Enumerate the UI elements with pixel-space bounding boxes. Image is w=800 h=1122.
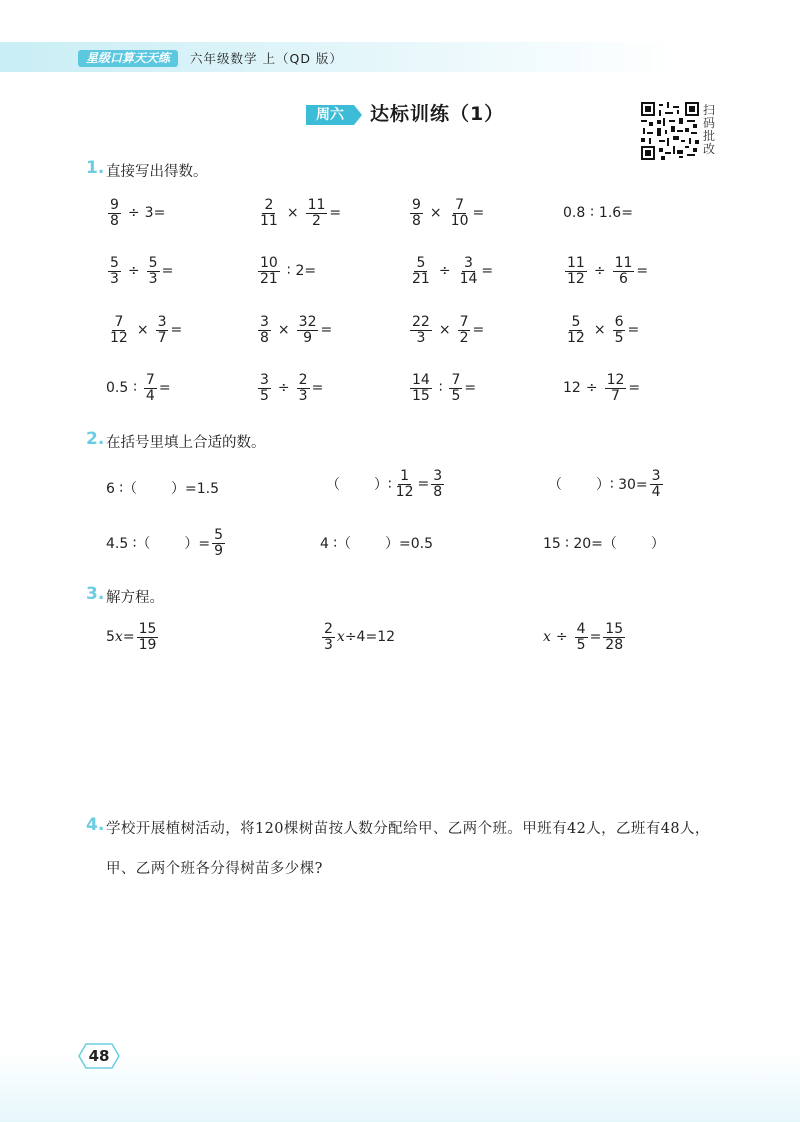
equals-sign: = bbox=[170, 322, 183, 338]
numerator: 5 bbox=[148, 254, 158, 271]
equals-sign: = bbox=[161, 263, 174, 279]
numerator: 3 bbox=[651, 467, 661, 484]
q3-equation-1 bbox=[106, 619, 160, 655]
variable-x: x bbox=[543, 629, 551, 645]
numerator: 7 bbox=[114, 313, 124, 330]
fraction bbox=[449, 198, 471, 229]
fraction bbox=[108, 198, 121, 229]
operator: ÷ bbox=[585, 380, 598, 396]
q2-item-5-right: ）=0.5 bbox=[385, 536, 434, 552]
q1-item bbox=[408, 370, 476, 406]
numerator: 3 bbox=[260, 371, 269, 388]
number: 2 bbox=[295, 263, 305, 279]
operator: × bbox=[277, 322, 290, 338]
q1-item bbox=[563, 312, 639, 348]
equals-sign: = bbox=[589, 629, 602, 645]
denominator: 8 bbox=[110, 212, 119, 229]
q1-item bbox=[256, 195, 341, 231]
q2-item-4-left: 4.5 ∶（ bbox=[106, 536, 151, 552]
denominator: 3 bbox=[416, 329, 426, 346]
fraction bbox=[575, 622, 588, 653]
q2-item-3-ratio: ）∶ 30= bbox=[596, 477, 648, 493]
q2-item-1 bbox=[106, 473, 219, 503]
q2-item-5-left: 4 ∶（ bbox=[320, 536, 352, 552]
number: 12 bbox=[563, 380, 581, 396]
q1-item bbox=[106, 253, 173, 289]
fraction bbox=[449, 373, 462, 404]
page-number: 48 bbox=[88, 1047, 110, 1065]
equals-sign: = bbox=[329, 205, 342, 221]
numerator: 1 bbox=[400, 467, 410, 484]
numerator: 3 bbox=[433, 467, 443, 484]
q1-item bbox=[563, 195, 633, 231]
q1-item bbox=[256, 312, 332, 348]
numerator: 5 bbox=[110, 254, 119, 271]
q1-item bbox=[563, 370, 640, 406]
q2-item-2-open: （ bbox=[326, 477, 340, 493]
numerator: 5 bbox=[416, 254, 426, 271]
equals-sign: = bbox=[464, 380, 477, 396]
fraction bbox=[458, 315, 471, 346]
denominator: 9 bbox=[214, 542, 224, 559]
fraction bbox=[565, 315, 587, 346]
fraction bbox=[613, 256, 635, 287]
equation-rest: ÷4=12 bbox=[344, 629, 396, 645]
number: 0.5 bbox=[106, 380, 129, 396]
q3-number: 3. bbox=[86, 584, 105, 604]
operator: ∶ bbox=[286, 263, 291, 279]
q1-item bbox=[106, 370, 171, 406]
q2-item-6-right: ） bbox=[650, 536, 665, 552]
q2-item-4-right: ）= bbox=[184, 536, 211, 552]
denominator: 21 bbox=[412, 270, 430, 287]
denominator: 12 bbox=[395, 483, 414, 500]
q2-item-2 bbox=[326, 466, 446, 502]
operator: ÷ bbox=[438, 263, 451, 279]
day-badge-arrow bbox=[354, 105, 362, 125]
operator: ÷ bbox=[593, 263, 606, 279]
numerator: 32 bbox=[298, 313, 317, 330]
numerator: 14 bbox=[412, 371, 430, 388]
operator: × bbox=[136, 322, 149, 338]
denominator: 2 bbox=[312, 212, 321, 229]
numerator: 2 bbox=[298, 371, 308, 388]
numerator: 11 bbox=[307, 196, 326, 213]
numerator: 7 bbox=[455, 196, 465, 213]
denominator: 7 bbox=[157, 329, 167, 346]
fraction bbox=[431, 469, 444, 500]
denominator: 10 bbox=[450, 212, 469, 229]
equals-sign: = bbox=[320, 322, 333, 338]
numerator: 2 bbox=[324, 620, 333, 637]
fraction bbox=[605, 373, 627, 404]
fraction bbox=[108, 315, 130, 346]
q1-item bbox=[563, 253, 648, 289]
q3-instruction: 解方程。 bbox=[106, 590, 164, 606]
q2-item-5 bbox=[320, 528, 433, 558]
equals-sign: = bbox=[636, 263, 649, 279]
equals-sign: = bbox=[621, 205, 633, 221]
denominator: 14 bbox=[459, 270, 478, 287]
denominator: 12 bbox=[110, 329, 128, 346]
operator: ∶ bbox=[438, 380, 443, 396]
denominator: 5 bbox=[260, 387, 269, 404]
denominator: 9 bbox=[303, 329, 313, 346]
equals-sign: = bbox=[304, 263, 317, 279]
q3-equation-3 bbox=[543, 619, 627, 655]
q2-item-1-left: 6 ∶（ bbox=[106, 481, 138, 497]
numerator: 15 bbox=[605, 620, 624, 637]
q2-item-6-left: 15 ∶ 20=（ bbox=[543, 536, 617, 552]
numerator: 11 bbox=[614, 254, 633, 271]
fraction bbox=[108, 256, 121, 287]
denominator: 8 bbox=[412, 212, 421, 229]
number: 1.6 bbox=[598, 205, 622, 221]
numerator: 3 bbox=[157, 313, 167, 330]
numerator: 4 bbox=[576, 620, 586, 637]
q2-item-6 bbox=[543, 528, 665, 558]
denominator: 7 bbox=[611, 387, 620, 404]
denominator: 2 bbox=[459, 329, 469, 346]
q2-number: 2. bbox=[86, 429, 105, 449]
numerator: 2 bbox=[264, 196, 274, 213]
fraction bbox=[410, 373, 432, 404]
denominator: 3 bbox=[324, 636, 333, 653]
denominator: 11 bbox=[260, 212, 278, 229]
q4-text-line-1: 学校开展植树活动，将120棵树苗按人数分配给甲、乙两个班。甲班有42人，乙班有48人， bbox=[106, 821, 710, 837]
footer-band bbox=[0, 1052, 800, 1122]
fraction bbox=[297, 373, 310, 404]
fraction bbox=[603, 622, 625, 653]
fraction bbox=[258, 256, 280, 287]
denominator: 21 bbox=[260, 270, 278, 287]
q1-item bbox=[256, 253, 316, 289]
equals-sign: = bbox=[481, 263, 494, 279]
fraction bbox=[297, 315, 319, 346]
fraction bbox=[394, 469, 416, 500]
fraction bbox=[147, 256, 160, 287]
denominator: 5 bbox=[576, 636, 586, 653]
denominator: 3 bbox=[148, 270, 158, 287]
numerator: 5 bbox=[571, 313, 581, 330]
denominator: 19 bbox=[138, 636, 157, 653]
numerator: 22 bbox=[412, 313, 430, 330]
denominator: 12 bbox=[567, 270, 585, 287]
q2-item-2-ratio: ）∶ bbox=[374, 477, 392, 493]
fraction bbox=[410, 256, 432, 287]
denominator: 28 bbox=[605, 636, 624, 653]
denominator: 5 bbox=[614, 329, 624, 346]
numerator: 15 bbox=[138, 620, 157, 637]
operator: × bbox=[593, 322, 606, 338]
denominator: 6 bbox=[619, 270, 628, 287]
equals-sign: = bbox=[153, 205, 166, 221]
fraction bbox=[613, 315, 626, 346]
q1-item bbox=[256, 370, 323, 406]
denominator: 4 bbox=[651, 483, 661, 500]
fraction bbox=[212, 528, 225, 559]
denominator: 3 bbox=[110, 270, 119, 287]
q3-equation-2 bbox=[320, 619, 395, 655]
equals-sign: = bbox=[417, 476, 430, 492]
fraction bbox=[258, 315, 271, 346]
qr-code-icon[interactable] bbox=[641, 102, 699, 160]
fraction bbox=[650, 469, 663, 500]
page-title: 达标训练（1） bbox=[370, 103, 505, 125]
q1-item bbox=[408, 312, 484, 348]
operator: × bbox=[429, 205, 442, 221]
equals-sign: = bbox=[122, 629, 135, 645]
q2-instruction: 在括号里填上合适的数。 bbox=[106, 435, 266, 451]
scan-to-grade-label: 扫码批改 bbox=[703, 103, 716, 156]
fraction bbox=[156, 315, 169, 346]
numerator: 12 bbox=[606, 371, 625, 388]
fraction bbox=[258, 198, 280, 229]
operator: ÷ bbox=[127, 205, 140, 221]
number: 3 bbox=[144, 205, 154, 221]
q2-item-4 bbox=[106, 525, 227, 561]
numerator: 7 bbox=[145, 371, 155, 388]
denominator: 5 bbox=[451, 387, 461, 404]
fraction bbox=[458, 256, 480, 287]
denominator: 3 bbox=[298, 387, 308, 404]
q1-item bbox=[106, 195, 165, 231]
q2-item-1-right: ）=1.5 bbox=[171, 481, 220, 497]
coefficient: 5 bbox=[106, 629, 115, 645]
subject-label: 六年级数学 上（QD 版） bbox=[190, 51, 343, 66]
numerator: 11 bbox=[567, 254, 585, 271]
fraction bbox=[144, 373, 157, 404]
operator: × bbox=[286, 205, 299, 221]
numerator: 9 bbox=[110, 196, 119, 213]
fraction bbox=[306, 198, 328, 229]
equals-sign: = bbox=[472, 322, 485, 338]
variable-x: x bbox=[114, 629, 123, 645]
equals-sign: = bbox=[158, 380, 171, 396]
numerator: 10 bbox=[260, 254, 278, 271]
q1-item bbox=[408, 195, 484, 231]
fraction bbox=[258, 373, 271, 404]
fraction bbox=[322, 622, 335, 653]
q1-number: 1. bbox=[86, 158, 105, 178]
variable-x: x bbox=[336, 629, 345, 645]
numerator: 5 bbox=[214, 526, 224, 543]
number: 0.8 bbox=[563, 205, 586, 221]
q2-item-3 bbox=[548, 466, 665, 502]
operator: ÷ bbox=[555, 629, 568, 645]
q1-item bbox=[408, 253, 493, 289]
denominator: 12 bbox=[567, 329, 585, 346]
operator: × bbox=[438, 322, 451, 338]
numerator: 7 bbox=[459, 313, 469, 330]
day-badge: 周六 bbox=[306, 105, 354, 125]
operator: ÷ bbox=[277, 380, 290, 396]
numerator: 9 bbox=[412, 196, 421, 213]
numerator: 3 bbox=[260, 313, 269, 330]
q4-text-line-2: 甲、乙两个班各分得树苗多少棵? bbox=[106, 861, 323, 877]
series-label: 星级口算天天练 bbox=[78, 50, 178, 67]
numerator: 6 bbox=[614, 313, 624, 330]
denominator: 8 bbox=[433, 483, 443, 500]
fraction bbox=[410, 315, 432, 346]
operator: ∶ bbox=[133, 380, 137, 396]
numerator: 3 bbox=[464, 254, 473, 271]
denominator: 15 bbox=[412, 387, 430, 404]
q1-instruction: 直接写出得数。 bbox=[106, 164, 208, 180]
equals-sign: = bbox=[472, 205, 485, 221]
numerator: 7 bbox=[451, 371, 461, 388]
operator: ∶ bbox=[590, 205, 594, 221]
equals-sign: = bbox=[311, 380, 324, 396]
denominator: 8 bbox=[260, 329, 269, 346]
equals-sign: = bbox=[628, 380, 641, 396]
fraction bbox=[137, 622, 159, 653]
q2-item-3-open: （ bbox=[548, 477, 562, 493]
equals-sign: = bbox=[627, 322, 640, 338]
q1-item bbox=[106, 312, 182, 348]
operator: ÷ bbox=[127, 263, 140, 279]
fraction bbox=[565, 256, 587, 287]
fraction bbox=[410, 198, 423, 229]
denominator: 4 bbox=[145, 387, 155, 404]
q4-number: 4. bbox=[86, 815, 105, 835]
